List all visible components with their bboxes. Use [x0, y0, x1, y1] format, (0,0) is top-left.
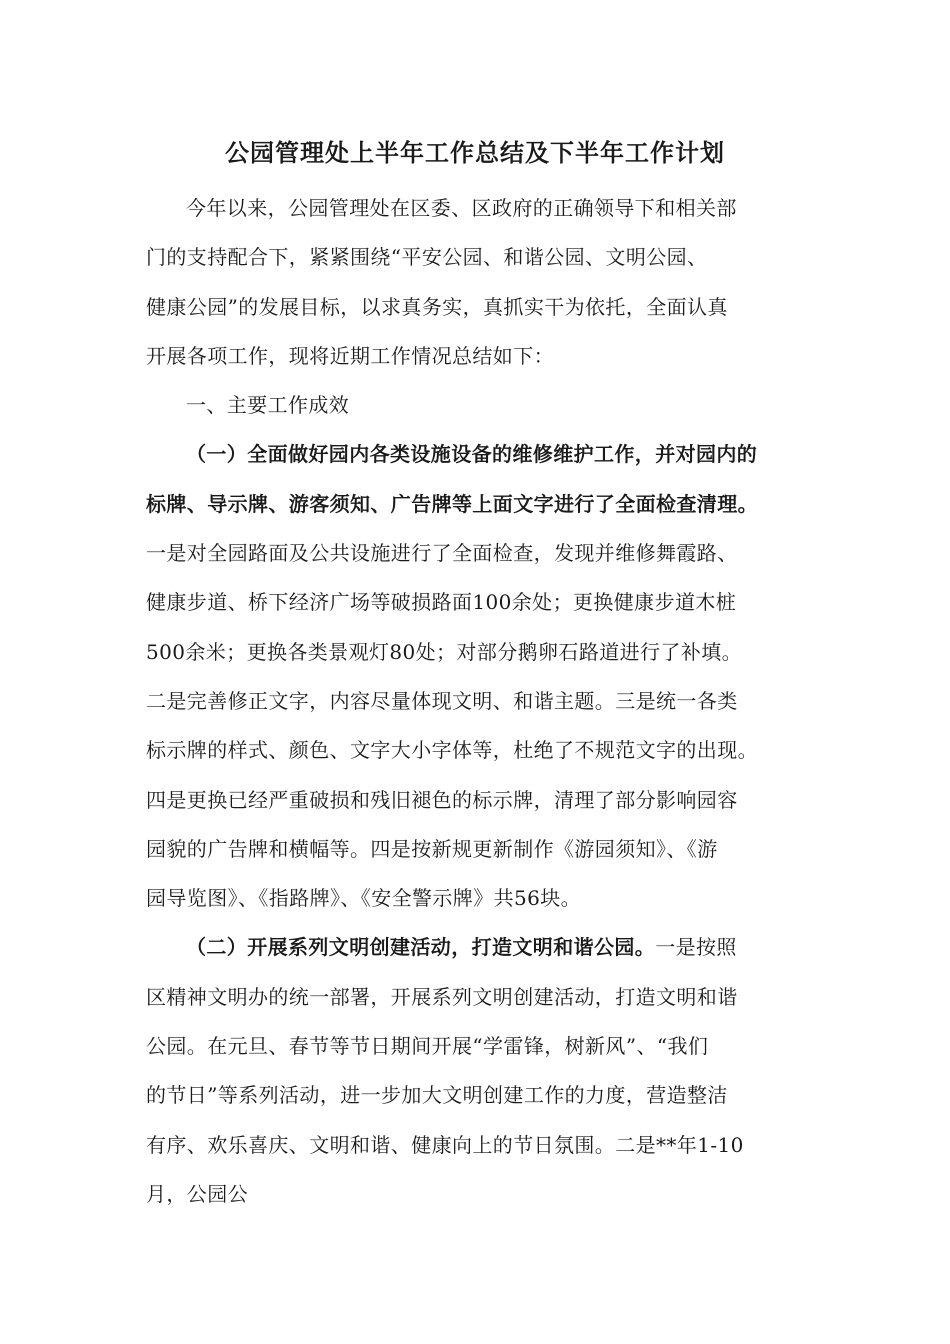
- document-title: 公园管理处上半年工作总结及下半年工作计划: [225, 139, 725, 167]
- paragraph-1-line-8: 园导览图》、《指路牌》、《安全警示牌》共56块。: [146, 886, 582, 911]
- paragraph-1-line-3: 500余米；更换各类景观灯80处；对部分鹅卵石路道进行了补填。: [146, 639, 743, 664]
- paragraph-intro-line-4: 开展各项工作，现将近期工作情况总结如下：: [146, 343, 554, 368]
- paragraph-intro-line-3: 健康公园”的发展目标，以求真务实，真抓实干为依托，全面认真: [146, 294, 728, 319]
- paragraph-2-line-6: 月，公园公: [146, 1181, 248, 1206]
- paragraph-2-line-5: 有序、欢乐喜庆、文明和谐、健康向上的节日氛围。二是**年1-10: [146, 1132, 744, 1157]
- paragraph-2-line-3: 公园。在元旦、春节等节日期间开展“学雷锋，树新风”、“我们: [146, 1034, 709, 1059]
- subsection-heading-2: （二）开展系列文明创建活动，打造文明和谐公园。: [186, 935, 656, 960]
- paragraph-intro-line-2: 门的支持配合下，紧紧围绕“平安公园、和谐公园、文明公园、: [146, 245, 708, 270]
- paragraph-intro-line-1: 今年以来，公园管理处在区委、区政府的正确领导下和相关部: [186, 196, 737, 220]
- document-body: [146, 184, 806, 1219]
- paragraph-2-line-2: 区精神文明办的统一部署，开展系列文明创建活动，打造文明和谐: [146, 984, 738, 1009]
- paragraph-1-line-7: 园貌的广告牌和横幅等。四是按新规更新制作《游园须知》、《游: [146, 836, 718, 861]
- paragraph-2-line-4: 的节日”等系列活动，进一步加大文明创建工作的力度，营造整洁: [146, 1083, 728, 1108]
- section-heading-1: 一、主要工作成效: [186, 393, 350, 418]
- paragraph-1-line-6: 四是更换已经严重破损和残旧褪色的标示牌，清理了部分影响园容: [146, 787, 738, 812]
- paragraph-2-lead: 一是按照: [655, 935, 737, 960]
- subsection-heading-1-line-1: （一）全面做好园内各类设施设备的维修维护工作，并对园内的: [186, 442, 758, 467]
- paragraph-2-line-1: [146, 923, 806, 972]
- subsection-heading-1-line-2: 标牌、导示牌、游客须知、广告牌等上面文字进行了全面检查清理。: [146, 491, 758, 516]
- paragraph-1-line-4: 二是完善修正文字，内容尽量体现文明、和谐主题。三是统一各类: [146, 688, 738, 713]
- paragraph-1-line-5: 标示牌的样式、颜色、文字大小字体等，杜绝了不规范文字的出现。: [146, 738, 758, 763]
- paragraph-1-line-2: 健康步道、桥下经济广场等破损路面100余处；更换健康步道木桩: [146, 590, 737, 615]
- paragraph-1-line-1: 一是对全园路面及公共设施进行了全面检查，发现并维修舞霞路、: [146, 541, 738, 566]
